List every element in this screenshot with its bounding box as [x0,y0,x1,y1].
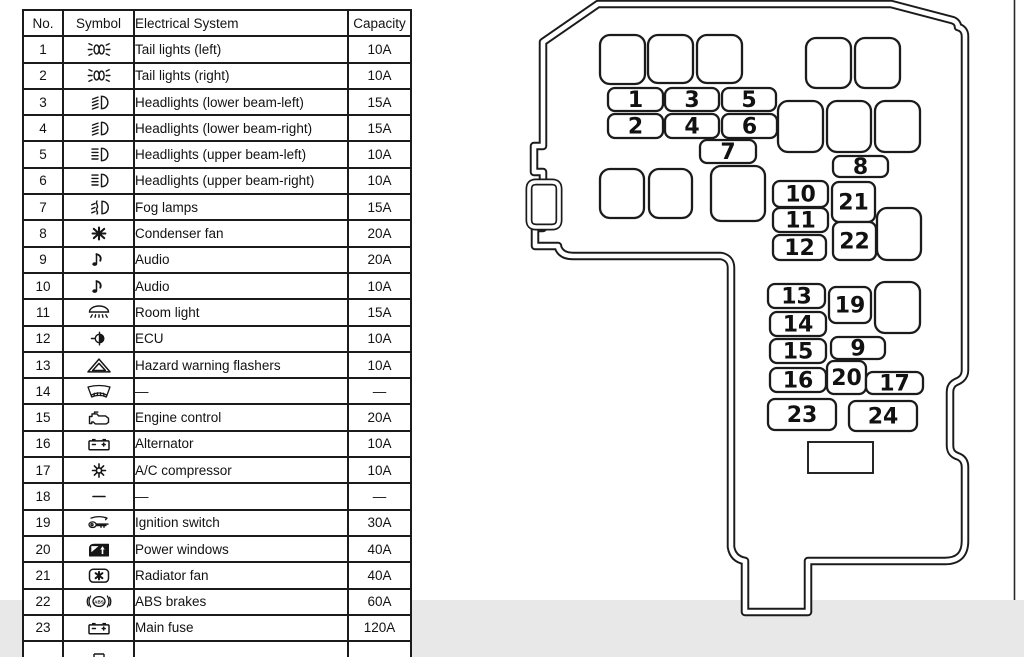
capacity-cell: 10A [348,326,411,352]
fuse-slot-7 [700,140,756,165]
fuse-slot-24 [849,401,917,431]
capacity-cell: 30A [348,510,411,536]
capacity-cell: 10A [348,141,411,167]
fuse-no-cell [23,641,63,657]
fuse-slot-19 [829,287,871,323]
fuse-no-cell: 13 [23,352,63,378]
electrical-system-cell: Ignition switch [134,510,348,536]
electrical-system-cell: Audio [134,247,348,273]
capacity-cell: 10A [348,352,411,378]
fuse-slot-2 [608,114,663,140]
fuse-slot-8 [833,155,888,180]
electrical-system-cell: Radiator fan [134,562,348,588]
fuse-number: 3 [684,88,700,113]
fuse-no-cell: 19 [23,510,63,536]
relay-slot [855,38,900,88]
fuse-symbol-cell [63,615,134,641]
fuse-slot-4 [665,114,719,140]
capacity-cell: 10A [348,36,411,62]
fuse-no-cell: 17 [23,457,63,483]
capacity-cell: 120A [348,615,411,641]
electrical-system-cell: Tail lights (left) [134,36,348,62]
fuse-no-cell: 4 [23,115,63,141]
fuse-number: 2 [627,114,644,140]
fuse-no-cell: 3 [23,89,63,115]
electrical-system-cell: Headlights (lower beam-left) [134,89,348,115]
relay-slot [649,169,692,218]
fuse-number: 13 [781,284,812,310]
capacity-cell: 10A [348,273,411,299]
fuse-number: 12 [784,236,815,261]
relay-slot [711,166,765,221]
svg-text:ABS: ABS [93,599,104,605]
side-connector [529,182,559,227]
fuse-slot-3 [665,88,719,113]
capacity-cell: 40A [348,562,411,588]
fuse-number: 10 [785,182,816,208]
battery-icon [85,619,113,636]
relay-slot [877,208,921,260]
capacity-cell: — [348,483,411,509]
fuse-number: 23 [786,403,818,428]
fuse-no-cell: 8 [23,220,63,246]
fuse-number: 14 [782,312,814,338]
fuse-number: 5 [741,88,757,113]
fuse-slot-10 [773,181,828,208]
col-header-no: No. [23,10,63,36]
electrical-system-cell: — [134,483,348,509]
fuse-number: 16 [782,368,814,394]
electrical-system-cell: Engine control [134,404,348,430]
relay-slot [600,169,644,218]
fuse-no-cell: 20 [23,536,63,562]
relay-slot [827,101,871,152]
fuse-slot-22 [833,222,876,260]
fuse-slot-17 [866,372,923,397]
relay-slot [875,282,920,333]
fuse-number: 6 [741,114,758,140]
fuse-number: 1 [627,88,644,113]
fuse-no-cell: 10 [23,273,63,299]
fuse-slot-1 [608,88,663,113]
capacity-cell: 15A [348,89,411,115]
fuse-no-cell: 14 [23,378,63,404]
fuse-number: 4 [684,114,700,140]
relay-slot [600,35,645,84]
capacity-cell: 15A [348,115,411,141]
fuse-no-cell: 1 [23,36,63,62]
capacity-cell: 10A [348,457,411,483]
capacity-cell [348,641,411,657]
fuse-no-cell: 16 [23,431,63,457]
capacity-cell: 10A [348,168,411,194]
fuse-slot-9 [831,337,885,362]
col-header-symbol: Symbol [63,10,134,36]
electrical-system-cell: Fog lamps [134,194,348,220]
electrical-system-cell: Headlights (lower beam-right) [134,115,348,141]
relay-slot [778,101,823,152]
connector-block [808,442,873,473]
capacity-cell: 20A [348,404,411,430]
fuse-number: 9 [850,336,866,362]
fuse-no-cell: 15 [23,404,63,430]
fuse-number: 24 [867,404,899,430]
relay-slot [806,38,851,88]
relay-slot [648,35,693,83]
electrical-system-cell: Headlights (upper beam-left) [134,141,348,167]
fuse-number: 22 [839,229,870,255]
capacity-cell: 60A [348,589,411,615]
fuse-number: 7 [720,140,736,165]
electrical-system-cell: ECU [134,326,348,352]
fuse-number: 21 [838,190,869,216]
fuse-slot-21 [832,182,875,222]
electrical-system-cell: Audio [134,273,348,299]
fuse-slot-15 [770,339,826,365]
fuse-number: 20 [831,366,862,391]
partial-icon [85,645,113,657]
electrical-system-cell: Condenser fan [134,220,348,246]
electrical-system-cell: Power windows [134,536,348,562]
electrical-system-cell: ABS brakes [134,589,348,615]
col-header-capacity: Capacity [348,10,411,36]
capacity-cell: 40A [348,536,411,562]
fuse-no-cell: 11 [23,299,63,325]
table-row-partial [23,641,411,657]
capacity-cell: — [348,378,411,404]
electrical-system-cell: Hazard warning flashers [134,352,348,378]
capacity-cell: 10A [348,431,411,457]
fuse-slot-14 [770,312,826,338]
relay-slot [697,35,742,83]
fuse-slot-20 [827,361,866,394]
fuse-slot-23 [768,399,836,430]
capacity-cell: 20A [348,220,411,246]
relay-slot [875,101,920,152]
fuse-slot-5 [722,88,776,113]
fuse-no-cell: 23 [23,615,63,641]
fuse-no-cell: 9 [23,247,63,273]
table-row [23,615,411,641]
fuse-no-cell: 12 [23,326,63,352]
electrical-system-cell: A/C compressor [134,457,348,483]
fuse-number: 17 [879,371,910,397]
fuse-no-cell: 18 [23,483,63,509]
electrical-system-cell: Main fuse [134,615,348,641]
fuse-number: 19 [834,293,866,319]
electrical-system-cell: Room light [134,299,348,325]
col-header-system: Electrical System [134,10,348,36]
fuse-no-cell: 6 [23,168,63,194]
fuse-number: 11 [785,208,816,234]
capacity-cell: 10A [348,63,411,89]
fuse-slot-6 [722,114,777,140]
fuse-no-cell: 2 [23,63,63,89]
electrical-system-cell [134,641,348,657]
electrical-system-cell: — [134,378,348,404]
electrical-system-cell: Tail lights (right) [134,63,348,89]
fuse-no-cell: 22 [23,589,63,615]
fuse-slot-12 [773,235,826,261]
capacity-cell: 15A [348,299,411,325]
fuse-slot-16 [770,368,826,394]
fuse-no-cell: 21 [23,562,63,588]
capacity-cell: 20A [348,247,411,273]
fuse-no-cell: 5 [23,141,63,167]
fuse-symbol-cell [63,641,134,657]
fuse-number: 15 [782,339,814,365]
fuse-no-cell: 7 [23,194,63,220]
fuse-slot-13 [768,284,825,310]
fuse-number: 8 [852,155,869,180]
electrical-system-cell: Alternator [134,431,348,457]
fuse-slot-11 [773,208,828,234]
electrical-system-cell: Headlights (upper beam-right) [134,168,348,194]
capacity-cell: 15A [348,194,411,220]
